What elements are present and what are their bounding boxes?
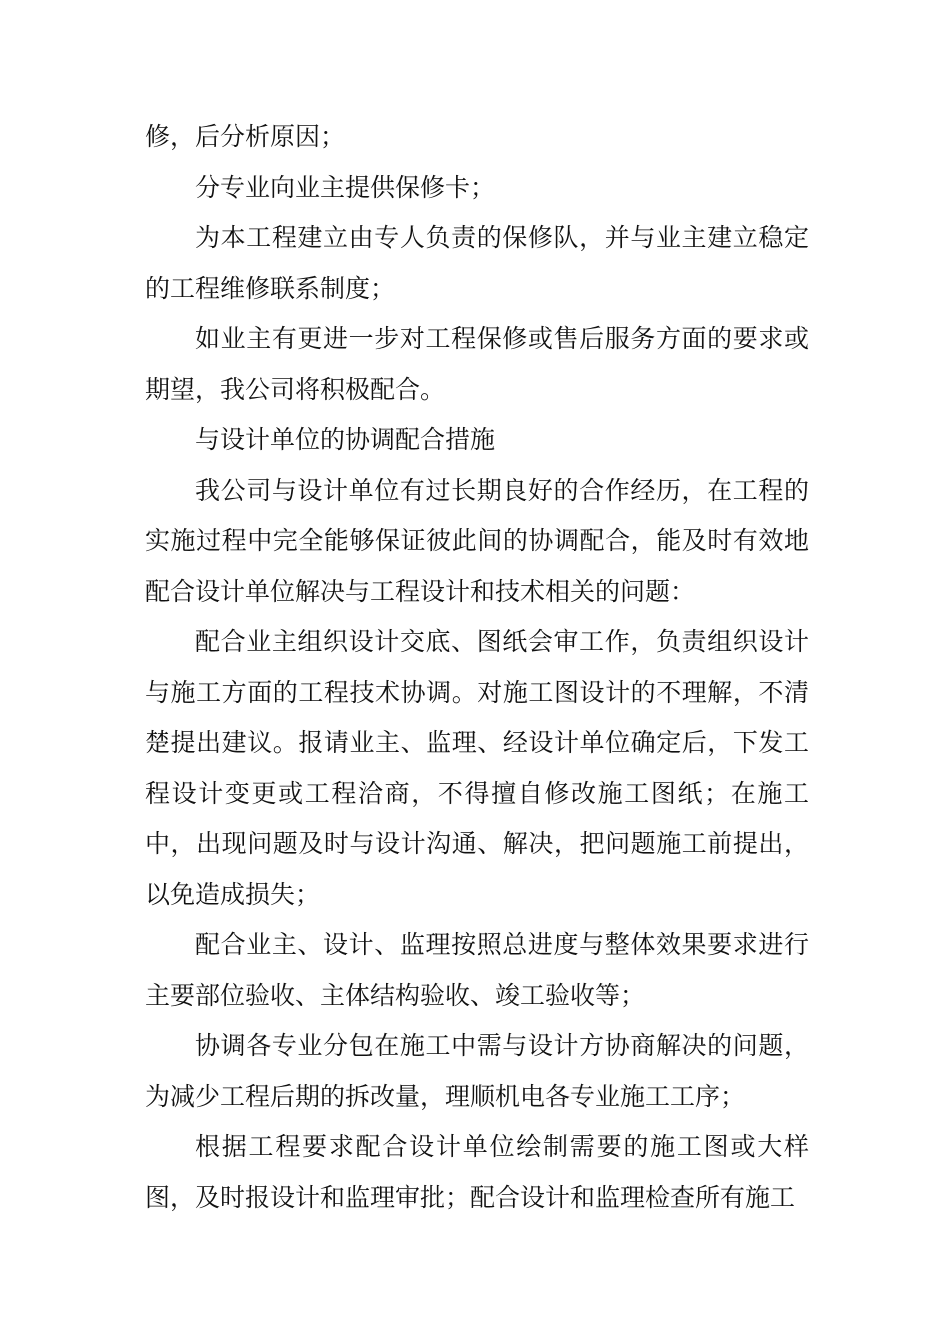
paragraph-6: 我公司与设计单位有过长期良好的合作经历，在工程的实施过程中完全能够保证彼此间的协调配合，能及时有效地配合设计单位解决与工程设计和技术相关的问题： (145, 475, 809, 606)
paragraph-8: 配合业主、设计、监理按照总进度与整体效果要求进行主要部位验收、主体结构验收、竣工验收等； (145, 930, 809, 1010)
paragraph-1: 修，后分析原因； (145, 122, 346, 151)
paragraph-2: 分专业向业主提供保修卡； (195, 172, 496, 202)
section-heading: 与设计单位的协调配合措施 (195, 425, 496, 454)
paragraph-10: 根据工程要求配合设计单位绘制需要的施工图或大样图，及时报设计和监理审批；配合设计和监理检查所有施工 (145, 1132, 809, 1212)
paragraph-7: 配合业主组织设计交底、图纸会审工作，负责组织设计与施工方面的工程技术协调。对施工图设计的不理解，不清楚提出建议。报请业主、监理、经设计单位确定后，下发工程设计变更或工程洽商，不得擅自修改施工图纸；在施工中，出现问题及时与设计沟通、解决，把问题施工前提出，以免造成损失； (145, 627, 809, 909)
paragraph-4: 如业主有更进一步对工程保修或售后服务方面的要求或期望，我公司将积极配合。 (145, 324, 809, 404)
paragraph-9: 协调各专业分包在施工中需与设计方协商解决的问题，为减少工程后期的拆改量，理顺机电各专业施工工序； (145, 1031, 809, 1111)
paragraph-3: 为本工程建立由专人负责的保修队，并与业主建立稳定的工程维修联系制度； (145, 223, 809, 303)
document-body (145, 112, 809, 1223)
